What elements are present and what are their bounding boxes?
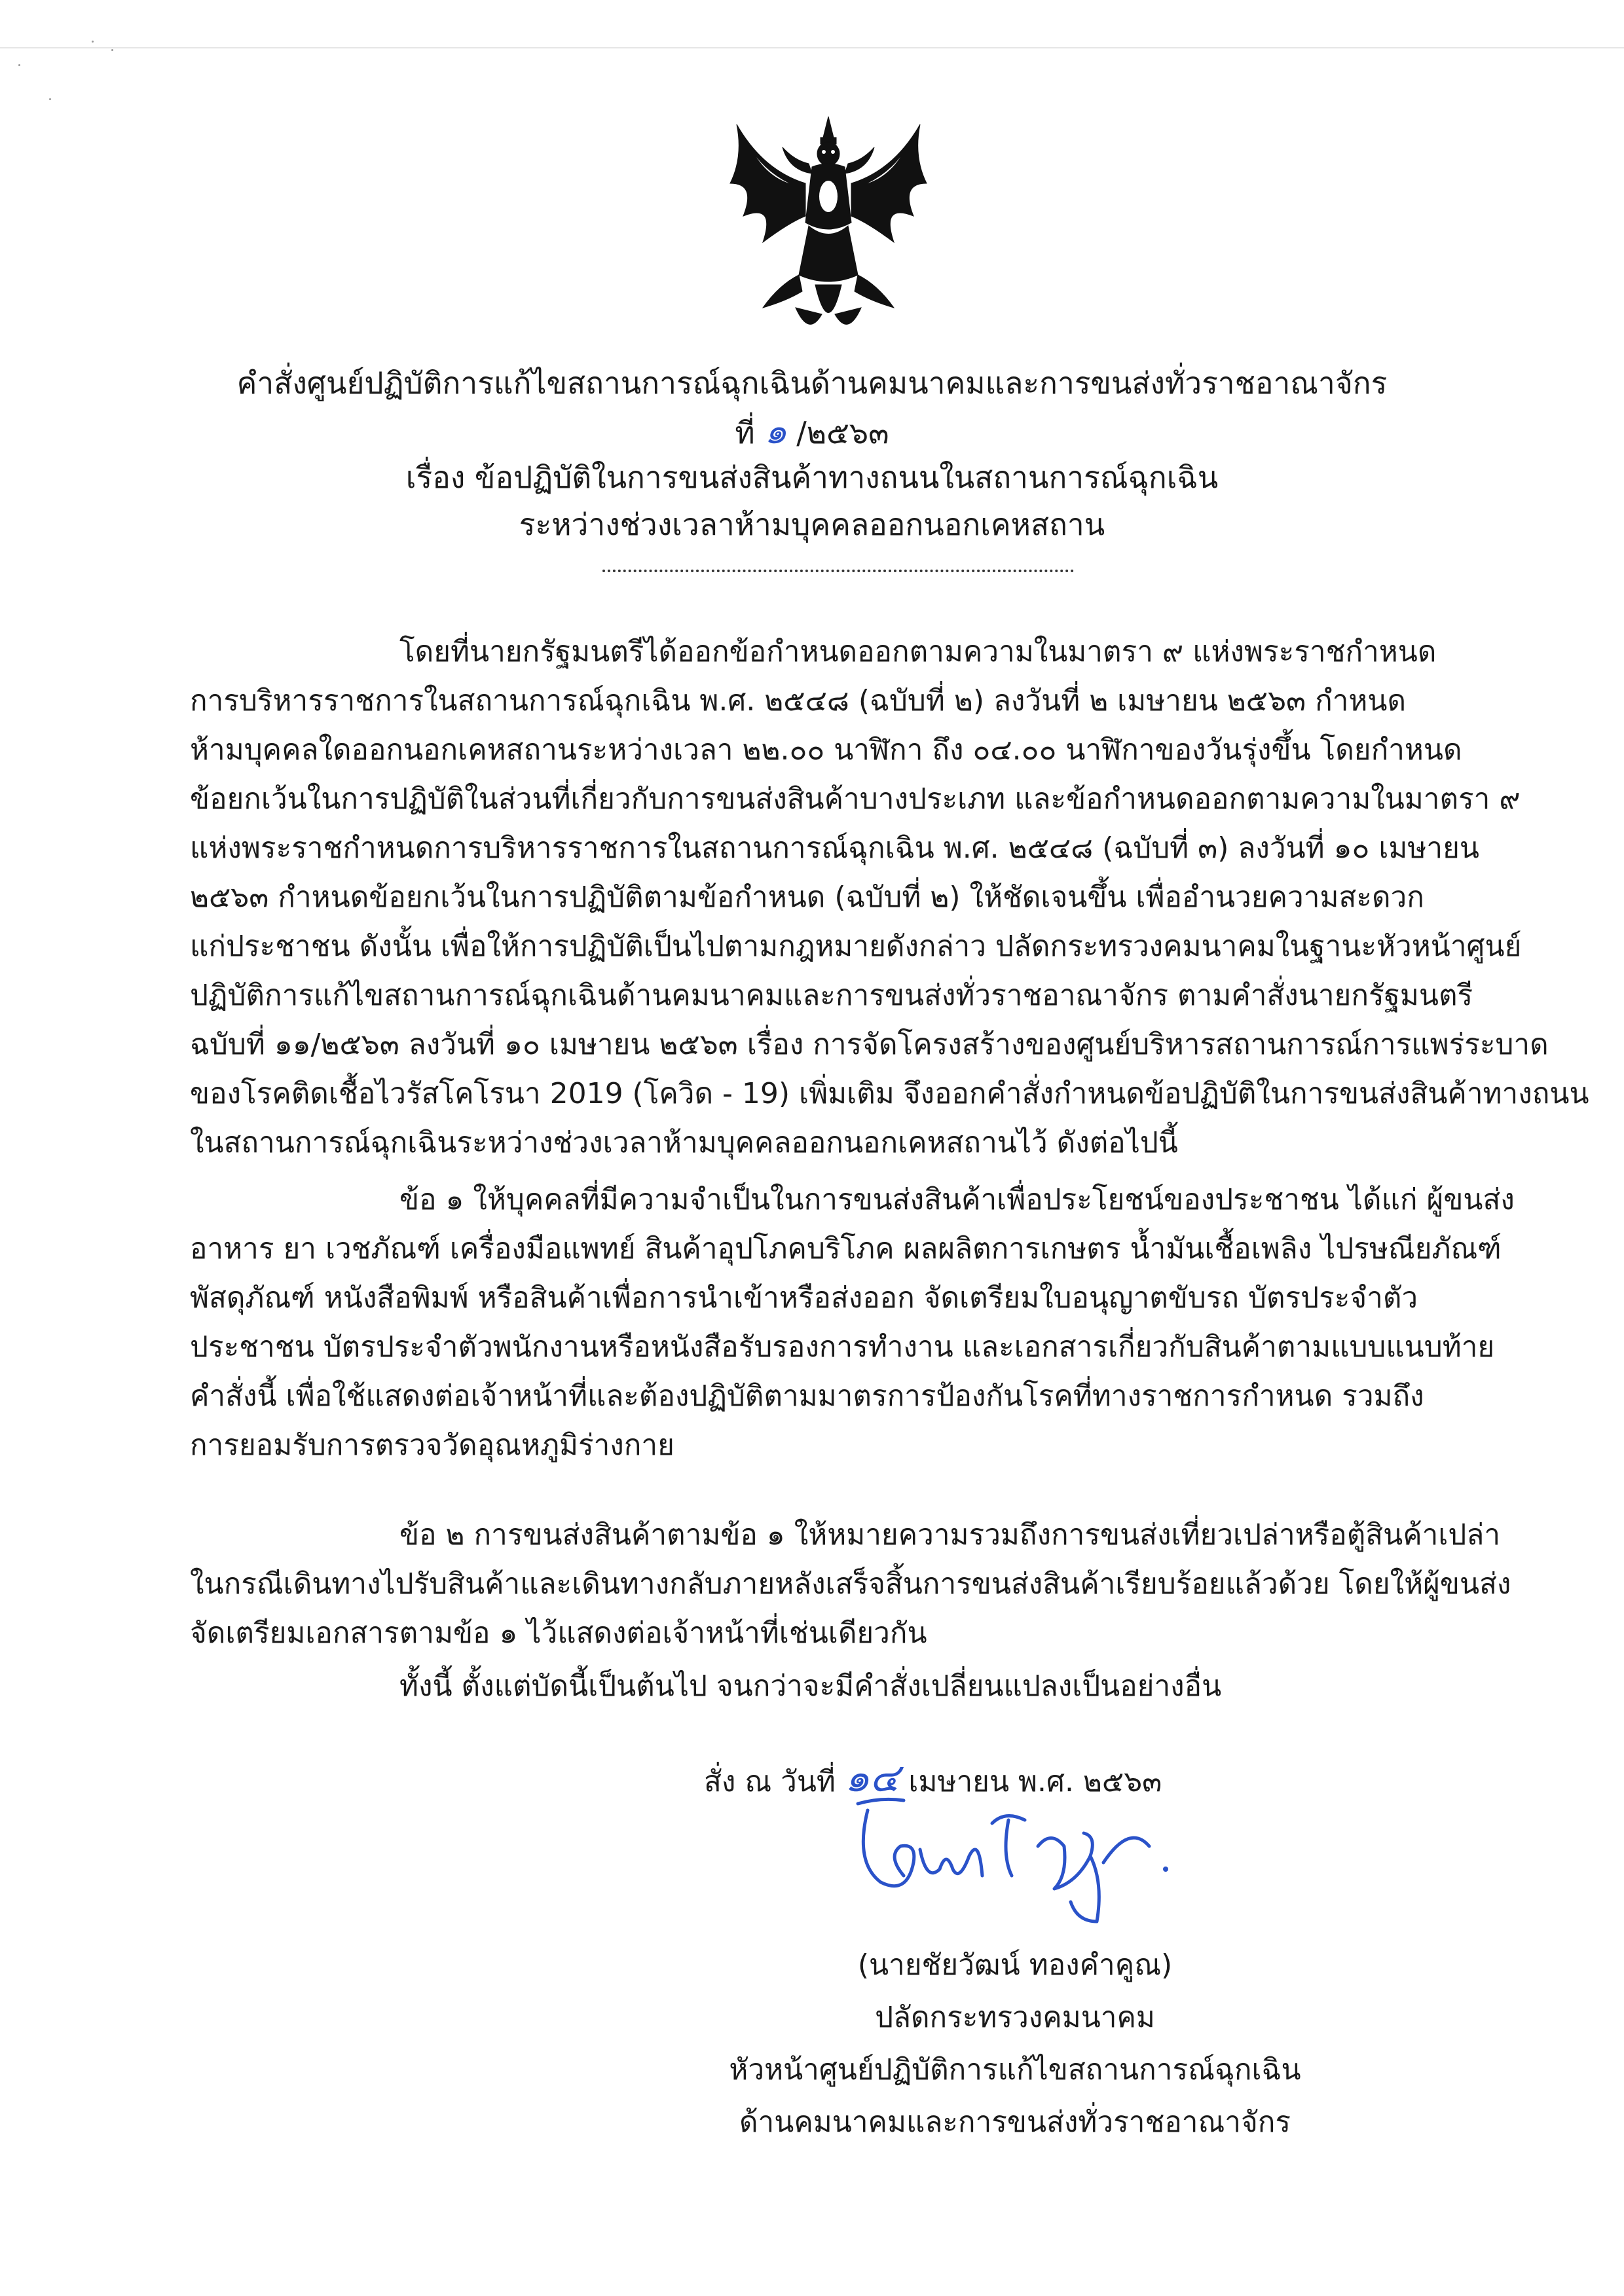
paragraph-clause-2: [190, 1510, 1511, 1658]
text-line: จัดเตรียมเอกสารตามข้อ ๑ ไว้แสดงต่อเจ้าหน้าที่เช่นเดียวกัน: [190, 1616, 927, 1650]
date-month-year: เมษายน พ.ศ. ๒๕๖๓: [908, 1765, 1162, 1798]
order-number-prefix: ที่: [735, 415, 755, 450]
subject-line-2: ระหว่างช่วงเวลาห้ามบุคคลออกนอกเคหสถาน: [519, 507, 1105, 542]
text-line: ของโรคติดเชื้อไวรัสโคโรนา 2019 (โควิด - 19) เพิ่มเติม จึงออกคำสั่งกำหนดข้อปฏิบัติในการขนส่งสินค้าทางถนน: [190, 1077, 1589, 1110]
order-number-handwritten: ๑: [764, 410, 787, 452]
paragraph-clause-1: [190, 1175, 1515, 1470]
order-title: คำสั่งศูนย์ปฏิบัติการแก้ไขสถานการณ์ฉุกเฉินด้านคมนาคมและการขนส่งทั่วราชอาณาจักร: [236, 365, 1388, 401]
text-line: ข้อ ๑ ให้บุคคลที่มีความจำเป็นในการขนส่งสินค้าเพื่อประโยชน์ของประชาชน ได้แก่ ผู้ขนส่ง: [399, 1183, 1515, 1216]
date-prefix: สั่ง ณ วันที่: [704, 1765, 836, 1798]
text-line: ในกรณีเดินทางไปรับสินค้าและเดินทางกลับภายหลังเสร็จสิ้นการขนส่งสินค้าเรียบร้อยแล้วด้วย โดยให้ผู้ขนส่ง: [190, 1567, 1511, 1601]
paragraph-effective: [190, 1662, 1467, 1711]
scan-speck: [92, 41, 94, 43]
order-number: [0, 410, 1624, 452]
text-line: พัสดุภัณฑ์ หนังสือพิมพ์ หรือสินค้าเพื่อการนำเข้าหรือส่งออก จัดเตรียมใบอนุญาตขับรถ บัตรประจำตัว: [190, 1281, 1418, 1315]
signer-name: (นายชัยวัฒน์ ทองคำคูณ): [857, 1948, 1173, 1982]
subject-line-1: เรื่อง ข้อปฏิบัติในการขนส่งสินค้าทางถนนในสถานการณ์ฉุกเฉิน: [405, 460, 1219, 495]
scan-speck: [49, 98, 51, 100]
text-line: ปฏิบัติการแก้ไขสถานการณ์ฉุกเฉินด้านคมนาคมและการขนส่งทั่วราชอาณาจักร ตามคำสั่งนายกรัฐมนตรี: [190, 979, 1473, 1012]
handwritten-signature: [841, 1784, 1182, 1928]
paragraph-preamble: [190, 627, 1589, 1167]
signer-position-1: ปลัดกระทรวงคมนาคม: [875, 2001, 1155, 2034]
signer-position-2: หัวหน้าศูนย์ปฏิบัติการแก้ไขสถานการณ์ฉุกเฉิน: [729, 2053, 1301, 2086]
text-line: อาหาร ยา เวชภัณฑ์ เครื่องมือแพทย์ สินค้าอุปโภคบริโภค ผลผลิตการเกษตร น้ำมันเชื้อเพลิง ไปรษณียภัณฑ์: [190, 1232, 1502, 1266]
text-line: ข้อยกเว้นในการปฏิบัติในส่วนที่เกี่ยวกับการขนส่งสินค้าบางประเภท และข้อกำหนดออกตามความในมาตรา ๙: [190, 782, 1521, 816]
text-line: แก่ประชาชน ดังนั้น เพื่อให้การปฏิบัติเป็นไปตามกฎหมายดังกล่าว ปลัดกระทรวงคมนาคมในฐานะหัวหน้าศูนย์: [190, 930, 1522, 963]
text-line: ฉบับที่ ๑๑/๒๕๖๓ ลงวันที่ ๑๐ เมษายน ๒๕๖๓ เรื่อง การจัดโครงสร้างของศูนย์บริหารสถานการณ์การแพร่ระบาด: [190, 1028, 1549, 1061]
text-line: คำสั่งนี้ เพื่อใช้แสดงต่อเจ้าหน้าที่และต้องปฏิบัติตามมาตรการป้องกันโรคที่ทางราชการกำหนด รวมถึง: [190, 1379, 1424, 1413]
text-line: ประชาชน บัตรประจำตัวพนักงานหรือหนังสือรับรองการทำงาน และเอกสารเกี่ยวกับสินค้าตามแบบแนบท้าย: [190, 1330, 1495, 1364]
date-day-handwritten: ๑๔: [844, 1755, 900, 1801]
scan-edge-line: [0, 47, 1624, 48]
text-line: ในสถานการณ์ฉุกเฉินระหว่างช่วงเวลาห้ามบุคคลออกนอกเคหสถานไว้ ดังต่อไปนี้: [190, 1126, 1178, 1159]
order-number-year: /๒๕๖๓: [796, 415, 889, 450]
signer-position-3: ด้านคมนาคมและการขนส่งทั่วราชอาณาจักร: [739, 2105, 1291, 2139]
text-line: ข้อ ๒ การขนส่งสินค้าตามข้อ ๑ ให้หมายความรวมถึงการขนส่งเที่ยวเปล่าหรือตู้สินค้าเปล่า: [399, 1518, 1501, 1552]
garuda-emblem-icon: [717, 111, 940, 347]
text-line: ทั้งนี้ ตั้งแต่บัดนี้เป็นต้นไป จนกว่าจะมีคำสั่งเปลี่ยนแปลงเป็นอย่างอื่น: [399, 1669, 1222, 1703]
text-line: แห่งพระราชกำหนดการบริหารราชการในสถานการณ์ฉุกเฉิน พ.ศ. ๒๕๔๘ (ฉบับที่ ๓) ลงวันที่ ๑๐ เมษายน: [190, 831, 1479, 865]
dotted-separator: [602, 570, 1074, 572]
text-line: การยอมรับการตรวจวัดอุณหภูมิร่างกาย: [190, 1429, 674, 1462]
scan-speck: [111, 49, 113, 51]
text-line: การบริหารราชการในสถานการณ์ฉุกเฉิน พ.ศ. ๒๕๔๘ (ฉบับที่ ๒) ลงวันที่ ๒ เมษายน ๒๕๖๓ กำหนด: [190, 684, 1407, 718]
text-line: ๒๕๖๓ กำหนดข้อยกเว้นในการปฏิบัติตามข้อกำหนด (ฉบับที่ ๒) ให้ชัดเจนขึ้น เพื่ออำนวยความสะดวก: [190, 881, 1424, 914]
text-line: โดยที่นายกรัฐมนตรีได้ออกข้อกำหนดออกตามความในมาตรา ๙ แห่งพระราชกำหนด: [399, 635, 1437, 668]
scan-speck: [18, 64, 20, 66]
text-line: ห้ามบุคคลใดออกนอกเคหสถานระหว่างเวลา ๒๒.๐๐ นาฬิกา ถึง ๐๔.๐๐ นาฬิกาของวันรุ่งขึ้น โดยกำหนด: [190, 733, 1462, 767]
